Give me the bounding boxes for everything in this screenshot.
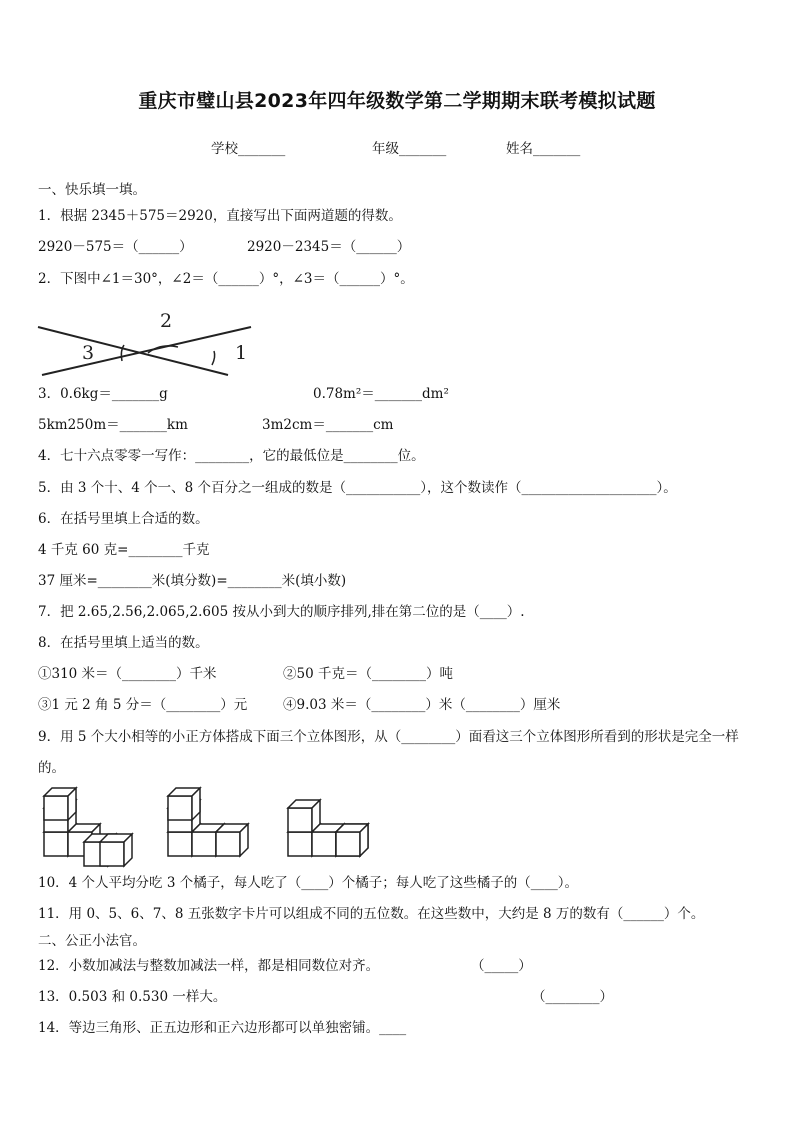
question-7: 7．把 2.65,2.56,2.065,2.605 按从小到大的顺序排列,排在第二位的是（____）. bbox=[38, 604, 525, 620]
question-8a: ①310 米＝（________）千米 bbox=[38, 666, 217, 682]
question-9-line-2: 的。 bbox=[38, 760, 65, 776]
question-8: 8．在括号里填上适当的数。 bbox=[38, 635, 209, 651]
question-14: 14．等边三角形、正五边形和正六边形都可以单独密铺。____ bbox=[38, 1020, 407, 1036]
angle-2-label: 2 bbox=[160, 310, 173, 332]
question-3a: 3．0.6kg＝_______g bbox=[38, 386, 168, 402]
question-4: 4．七十六点零零一写作：________，它的最低位是________位。 bbox=[38, 448, 425, 464]
question-1a: 2920－575＝（______） bbox=[38, 239, 193, 255]
question-9-line-1: 9．用 5 个大小相等的小正方体搭成下面三个立体图形，从（________）面看这三个立体图形所看到的形状是完全一样 bbox=[38, 729, 739, 745]
question-8b: ②50 千克＝（________）吨 bbox=[283, 666, 453, 682]
angle-3-label: 3 bbox=[82, 342, 95, 364]
question-5: 5．由 3 个十、4 个一、8 个百分之一组成的数是（___________），这个数读作（____________________）。 bbox=[38, 480, 677, 496]
question-1: 1．根据 2345＋575＝2920，直接写出下面两道题的得数。 bbox=[38, 208, 402, 224]
school-field: 学校_______ bbox=[211, 141, 286, 157]
section-2-heading: 二、公正小法官。 bbox=[38, 933, 146, 949]
question-3b: 0.78m²＝_______dm² bbox=[313, 386, 449, 402]
name-field: 姓名_______ bbox=[506, 141, 581, 157]
question-6b: 37 厘米=________米(填分数)=________米(填小数) bbox=[38, 573, 347, 589]
question-6: 6．在括号里填上合适的数。 bbox=[38, 511, 209, 527]
question-13-answer: （________） bbox=[532, 989, 613, 1005]
page-title: 重庆市璧山县2023年四年级数学第二学期期末联考模拟试题 bbox=[138, 90, 656, 112]
question-13: 13．0.503 和 0.530 一样大。 bbox=[38, 989, 227, 1005]
cube-figures bbox=[40, 788, 385, 860]
question-3d: 3m2cm＝_______cm bbox=[262, 417, 394, 433]
grade-field: 年级_______ bbox=[372, 141, 447, 157]
question-10: 10．4 个人平均分吃 3 个橘子，每人吃了（____）个橘子；每人吃了这些橘子的（____）。 bbox=[38, 875, 578, 891]
question-2: 2．下图中∠1＝30°，∠2＝（______）°，∠3＝（______）°。 bbox=[38, 271, 414, 287]
question-8c: ③1 元 2 角 5 分＝（________）元 bbox=[38, 697, 248, 713]
question-12: 12．小数加减法与整数加减法一样，都是相同数位对齐。 bbox=[38, 958, 380, 974]
question-1b: 2920－2345＝（______） bbox=[247, 239, 411, 255]
question-3c: 5km250m＝_______km bbox=[38, 417, 188, 433]
question-12-answer: （_____） bbox=[471, 958, 532, 974]
question-11: 11．用 0、5、6、7、8 五张数字卡片可以组成不同的五位数。在这些数中，大约是 8 万的数有（______）个。 bbox=[38, 906, 705, 922]
question-6a: 4 千克 60 克=________千克 bbox=[38, 542, 210, 558]
cube-figure-2 bbox=[168, 788, 248, 856]
section-1-heading: 一、快乐填一填。 bbox=[38, 182, 146, 198]
question-8d: ④9.03 米＝（________）米（________）厘米 bbox=[283, 697, 561, 713]
angle-figure bbox=[36, 305, 266, 380]
angle-1-label: 1 bbox=[235, 342, 248, 364]
cube-figure-3 bbox=[288, 800, 368, 856]
cube-figure-1 bbox=[44, 788, 132, 866]
